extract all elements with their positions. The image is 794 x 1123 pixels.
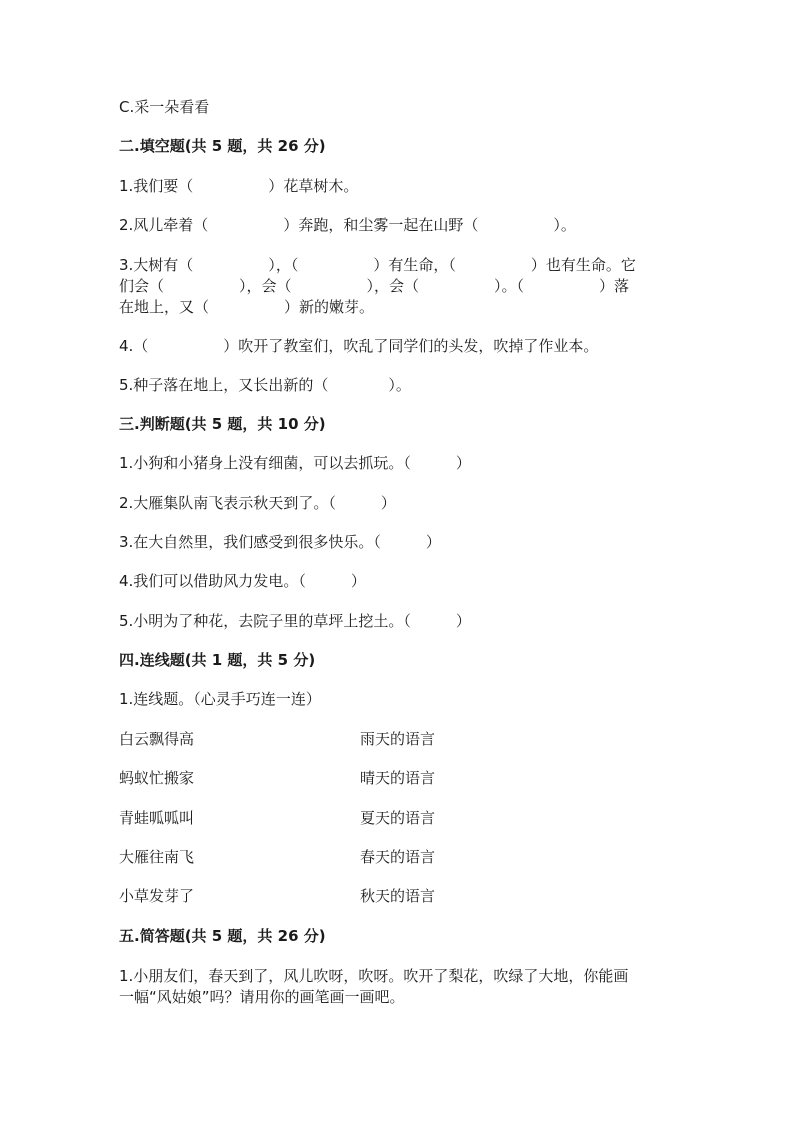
judgement-q2: 2.大雁集队南飞表示秋天到了。（ ） [119,494,396,512]
fill-blank-q4: 4.（ ）吹开了教室们，吹乱了同学们的头发，吹掉了作业本。 [119,337,599,355]
matching-right-item: 春天的语言 [360,848,436,866]
fill-blank-q2: 2.风儿牵着（ ）奔跑，和尘雾一起在山野（ ）。 [119,216,576,234]
matching-right-item: 秋天的语言 [360,887,436,905]
matching-q1: 1.连线题。（心灵手巧连一连） [119,690,321,708]
short-answer-q1-line2: 一幅“风姑娘”吗？请用你的画笔画一画吧。 [119,988,405,1006]
matching-left-item: 青蛙呱呱叫 [119,809,195,827]
matching-right-item: 雨天的语言 [360,730,436,748]
judgement-q3: 3.在大自然里，我们感受到很多快乐。（ ） [119,533,441,551]
section-title-matching: 四.连线题(共 1 题，共 5 分) [119,651,316,669]
fill-blank-q3-line2: 们会（ ），会（ ），会（ ）。（ ）落 [119,277,630,295]
section-title-fill-blank: 二.填空题(共 5 题，共 26 分) [119,137,326,155]
judgement-q1: 1.小狗和小猪身上没有细菌，可以去抓玩。（ ） [119,454,471,472]
option-c: C.采一朵看看 [119,98,210,116]
section-title-short-answer: 五.简答题(共 5 题，共 26 分) [119,927,326,945]
matching-right-item: 晴天的语言 [360,769,436,787]
matching-left-item: 白云飘得高 [119,730,195,748]
judgement-q4: 4.我们可以借助风力发电。（ ） [119,572,366,590]
fill-blank-q5: 5.种子落在地上，又长出新的（ ）。 [119,376,411,394]
matching-left-item: 蚂蚁忙搬家 [119,769,195,787]
judgement-q5: 5.小明为了种花，去院子里的草坪上挖土。（ ） [119,612,471,630]
fill-blank-q3-line3: 在地上，又（ ）新的嫩芽。 [119,298,375,316]
matching-left-item: 小草发芽了 [119,887,195,905]
fill-blank-q1: 1.我们要（ ）花草树木。 [119,177,359,195]
fill-blank-q3-line1: 3.大树有（ ），（ ）有生命，（ ）也有生命。它 [119,256,636,274]
matching-left-item: 大雁往南飞 [119,848,195,866]
short-answer-q1-line1: 1.小朋友们，春天到了，风儿吹呀，吹呀。吹开了梨花，吹绿了大地，你能画 [119,967,629,985]
matching-right-item: 夏天的语言 [360,809,436,827]
section-title-judgement: 三.判断题(共 5 题，共 10 分) [119,415,326,433]
